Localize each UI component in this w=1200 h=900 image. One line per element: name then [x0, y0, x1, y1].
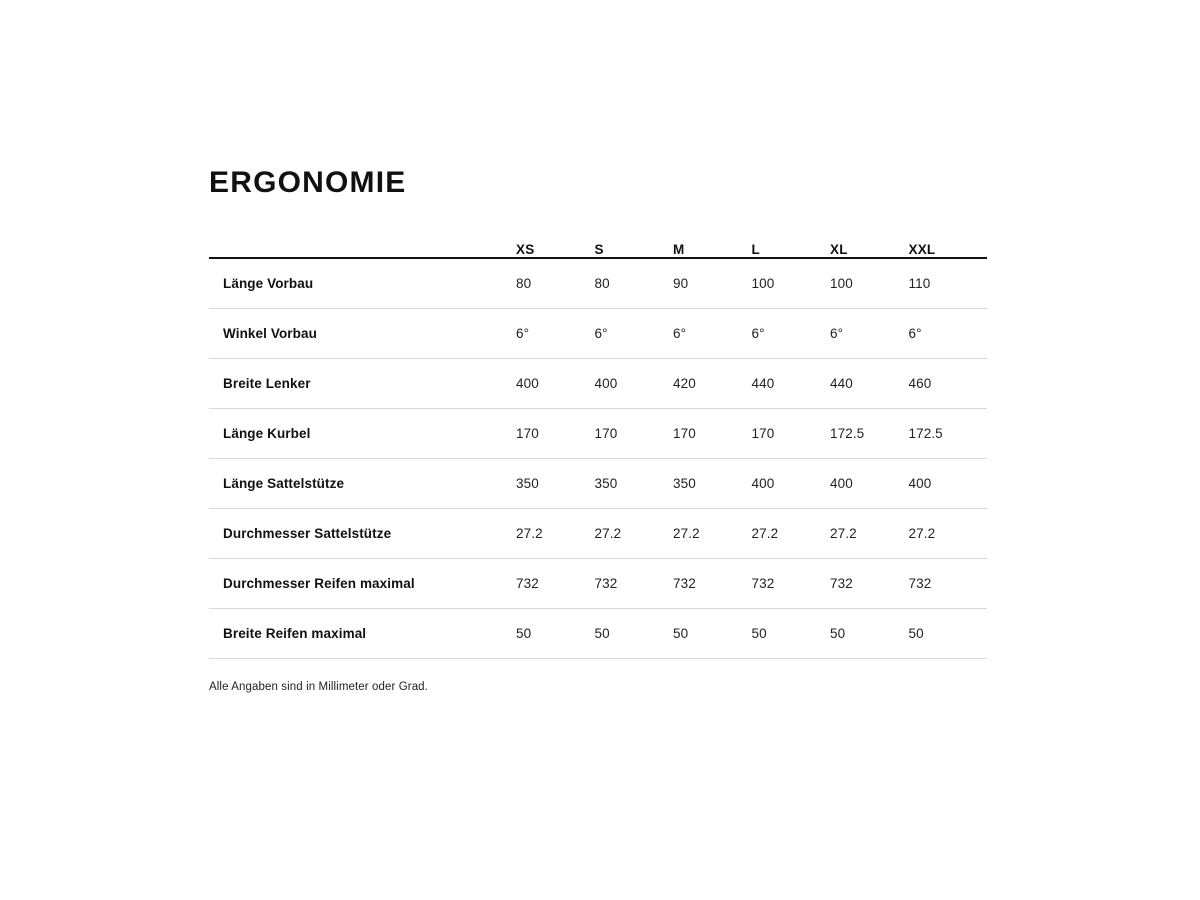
cell-s: 80	[594, 276, 610, 291]
cell-xs: 50	[516, 626, 532, 641]
cell-xs: 6°	[516, 326, 530, 341]
cell-xl: 172.5	[830, 426, 865, 441]
cell-m: 6°	[673, 326, 687, 341]
cell-l: 732	[751, 576, 775, 591]
cell-xxl: 460	[908, 376, 932, 391]
table-header	[209, 242, 987, 258]
cell-l: 440	[751, 376, 775, 391]
cell-m: 170	[673, 426, 696, 441]
cell-s: 400	[594, 376, 618, 391]
row-label: Durchmesser Reifen maximal	[223, 576, 415, 591]
cell-xxl: 27.2	[908, 526, 936, 541]
cell-s: 50	[594, 626, 610, 641]
cell-xl: 732	[830, 576, 853, 591]
cell-l: 100	[751, 276, 775, 291]
cell-xxl: 50	[908, 626, 924, 641]
cell-s: 732	[594, 576, 618, 591]
column-header-m: M	[673, 242, 685, 257]
row-label: Länge Sattelstütze	[223, 476, 345, 491]
cell-s: 27.2	[594, 526, 622, 541]
cell-m: 732	[673, 576, 696, 591]
table-row	[209, 559, 987, 609]
column-header-l: L	[751, 242, 760, 257]
cell-l: 27.2	[751, 526, 779, 541]
row-label: Durchmesser Sattelstütze	[223, 526, 392, 541]
cell-s: 6°	[594, 326, 608, 341]
column-header-xl: XL	[830, 242, 848, 257]
table-row	[209, 509, 987, 559]
cell-xxl: 400	[908, 476, 932, 491]
row-label: Breite Reifen maximal	[223, 626, 367, 641]
cell-xl: 100	[830, 276, 853, 291]
table-row	[209, 459, 987, 509]
table-row	[209, 409, 987, 459]
cell-s: 170	[594, 426, 618, 441]
cell-l: 6°	[751, 326, 765, 341]
cell-xl: 6°	[830, 326, 844, 341]
cell-xs: 732	[516, 576, 539, 591]
cell-l: 400	[751, 476, 775, 491]
ergonomics-spec-table	[209, 242, 987, 659]
table-header-row	[209, 242, 987, 258]
row-label: Länge Kurbel	[223, 426, 311, 441]
table-footnote: Alle Angaben sind in Millimeter oder Grad.	[209, 681, 428, 693]
cell-xs: 170	[516, 426, 539, 441]
cell-xs: 80	[516, 276, 532, 291]
column-header-s: S	[594, 242, 604, 257]
column-header-label	[209, 242, 516, 258]
table-row	[209, 359, 987, 409]
cell-xxl: 110	[908, 276, 931, 291]
content-container	[209, 168, 987, 693]
table-row	[209, 609, 987, 659]
cell-xl: 27.2	[830, 526, 857, 541]
cell-xs: 27.2	[516, 526, 543, 541]
cell-xxl: 172.5	[908, 426, 943, 441]
column-header-xs: XS	[516, 242, 535, 257]
cell-l: 170	[751, 426, 775, 441]
page-title: ERGONOMIE	[209, 166, 407, 199]
cell-xxl: 732	[908, 576, 932, 591]
row-label: Winkel Vorbau	[223, 326, 317, 341]
cell-m: 350	[673, 476, 696, 491]
cell-m: 420	[673, 376, 696, 391]
cell-xs: 400	[516, 376, 539, 391]
table-row	[209, 258, 987, 309]
cell-m: 50	[673, 626, 689, 641]
cell-xxl: 6°	[908, 326, 922, 341]
cell-s: 350	[594, 476, 618, 491]
cell-m: 90	[673, 276, 689, 291]
cell-xs: 350	[516, 476, 539, 491]
cell-l: 50	[751, 626, 767, 641]
row-label: Länge Vorbau	[223, 276, 314, 291]
table-body	[209, 258, 987, 659]
cell-xl: 400	[830, 476, 853, 491]
table-row	[209, 309, 987, 359]
row-label: Breite Lenker	[223, 376, 311, 391]
cell-xl: 440	[830, 376, 853, 391]
cell-m: 27.2	[673, 526, 700, 541]
column-header-xxl: XXL	[908, 242, 936, 257]
cell-xl: 50	[830, 626, 846, 641]
